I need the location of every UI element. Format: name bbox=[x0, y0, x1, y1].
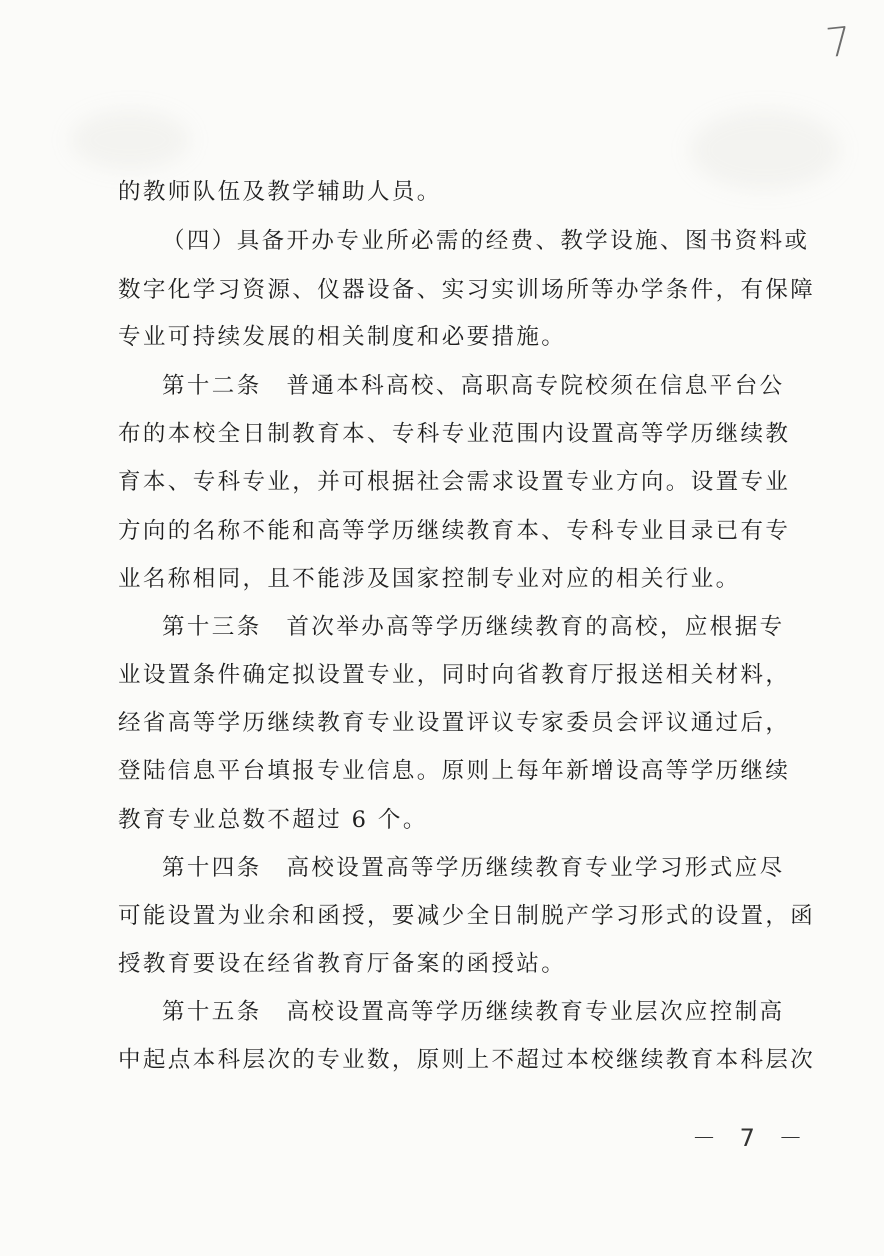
text-line: 可能设置为业余和函授，要减少全日制脱产学习形式的设置，函 bbox=[118, 903, 816, 929]
scan-smudge bbox=[70, 110, 190, 170]
text-line: 业名称相同，且不能涉及国家控制专业对应的相关行业。 bbox=[118, 566, 741, 592]
text-line: 第十五条 高校设置高等学历继续教育专业层次应控制高 bbox=[162, 999, 785, 1025]
text-line: 业设置条件确定拟设置专业，同时向省教育厅报送相关材料， bbox=[118, 662, 791, 688]
text-line: 第十二条 普通本科高校、高职高专院校须在信息平台公 bbox=[162, 373, 785, 399]
text-line: （四）具备开办专业所必需的经费、教学设施、图书资料或 bbox=[162, 228, 810, 254]
text-line: 经省高等学历继续教育专业设置评议专家委员会评议通过后， bbox=[118, 710, 791, 736]
text-line: 登陆信息平台填报专业信息。原则上每年新增设高等学历继续 bbox=[118, 758, 791, 784]
text-line: 的教师队伍及教学辅助人员。 bbox=[118, 179, 442, 205]
text-line: 专业可持续发展的相关制度和必要措施。 bbox=[118, 324, 567, 350]
text-line: 授教育要设在经省教育厅备案的函授站。 bbox=[118, 951, 567, 977]
text-line: 布的本校全日制教育本、专科专业范围内设置高等学历继续教 bbox=[118, 421, 791, 447]
text-line: 第十四条 高校设置高等学历继续教育专业学习形式应尽 bbox=[162, 855, 785, 881]
page-number: － 7 － bbox=[692, 1124, 811, 1152]
text-line: 第十三条 首次举办高等学历继续教育的高校，应根据专 bbox=[162, 614, 785, 640]
text-line: 数字化学习资源、仪器设备、实习实训场所等办学条件，有保障 bbox=[118, 277, 816, 303]
text-line: 育本、专科专业，并可根据社会需求设置专业方向。设置专业 bbox=[118, 469, 791, 495]
text-line: 中起点本科层次的专业数，原则上不超过本校继续教育本科层次 bbox=[118, 1047, 816, 1073]
handwritten-page-number: 7 bbox=[823, 18, 854, 68]
text-line: 方向的名称不能和高等学历继续教育本、专科专业目录已有专 bbox=[118, 518, 791, 544]
text-line: 教育专业总数不超过 6 个。 bbox=[118, 807, 428, 833]
